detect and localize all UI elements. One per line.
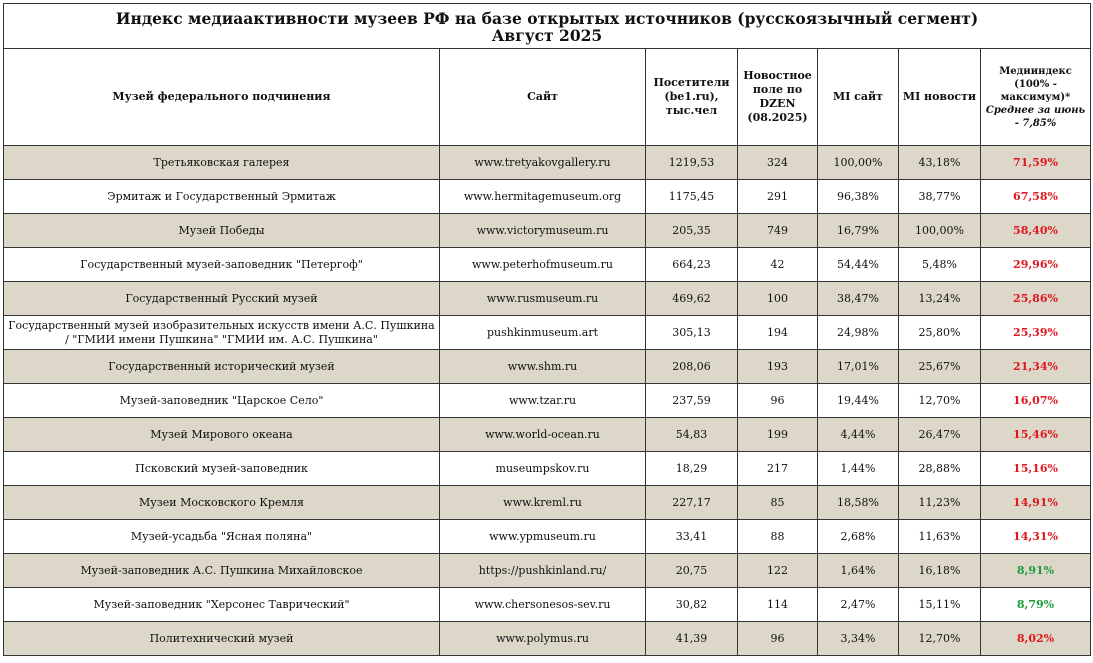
cell-mi-site: 16,79% xyxy=(818,214,899,248)
header-museum: Музей федерального подчинения xyxy=(4,49,440,146)
cell-visitors: 469,62 xyxy=(646,282,738,316)
cell-news: 199 xyxy=(738,418,818,452)
cell-news: 291 xyxy=(738,180,818,214)
table-row xyxy=(4,282,1091,316)
cell-site: www.hermitagemuseum.org xyxy=(440,180,646,214)
cell-museum: Политехнический музей xyxy=(4,622,440,656)
cell-mi-news: 25,67% xyxy=(899,350,981,384)
table-title-line2: Август 2025 xyxy=(491,26,603,45)
cell-museum: Музей-заповедник "Херсонес Таврический" xyxy=(4,588,440,622)
cell-museum: Государственный Русский музей xyxy=(4,282,440,316)
cell-mi-news: 12,70% xyxy=(899,622,981,656)
cell-mi-news: 15,11% xyxy=(899,588,981,622)
cell-news: 96 xyxy=(738,622,818,656)
cell-site: www.victorymuseum.ru xyxy=(440,214,646,248)
cell-museum: Музей Мирового океана xyxy=(4,418,440,452)
header-mi-site: MI сайт xyxy=(818,49,899,146)
cell-mi-news: 100,00% xyxy=(899,214,981,248)
cell-mi-site: 38,47% xyxy=(818,282,899,316)
table-row xyxy=(4,520,1091,554)
cell-site: www.polymus.ru xyxy=(440,622,646,656)
cell-news: 88 xyxy=(738,520,818,554)
cell-mi-site: 17,01% xyxy=(818,350,899,384)
cell-museum: Музеи Московского Кремля xyxy=(4,486,440,520)
cell-mediaindex: 29,96% xyxy=(981,248,1091,282)
table-row xyxy=(4,146,1091,180)
cell-museum: Псковский музей-заповедник xyxy=(4,452,440,486)
cell-mediaindex: 71,59% xyxy=(981,146,1091,180)
cell-visitors: 1175,45 xyxy=(646,180,738,214)
table-row xyxy=(4,622,1091,656)
table-row xyxy=(4,588,1091,622)
cell-mi-news: 43,18% xyxy=(899,146,981,180)
cell-mi-news: 38,77% xyxy=(899,180,981,214)
cell-mediaindex: 21,34% xyxy=(981,350,1091,384)
cell-mi-news: 5,48% xyxy=(899,248,981,282)
header-mediaindex xyxy=(981,49,1091,146)
cell-visitors: 54,83 xyxy=(646,418,738,452)
cell-visitors: 305,13 xyxy=(646,316,738,350)
cell-site: www.tretyakovgallery.ru xyxy=(440,146,646,180)
table-row xyxy=(4,248,1091,282)
cell-museum: Музей-усадьба "Ясная поляна" xyxy=(4,520,440,554)
cell-mediaindex: 16,07% xyxy=(981,384,1091,418)
cell-site: www.tzar.ru xyxy=(440,384,646,418)
header-row xyxy=(4,49,1091,146)
table-row xyxy=(4,180,1091,214)
cell-visitors: 30,82 xyxy=(646,588,738,622)
cell-site: www.world-ocean.ru xyxy=(440,418,646,452)
cell-mi-news: 13,24% xyxy=(899,282,981,316)
cell-mi-site: 1,64% xyxy=(818,554,899,588)
table-title-line1: Индекс медиаактивности музеев РФ на базе открытых источников (русскоязычный сегмент) xyxy=(115,9,979,28)
cell-mi-news: 28,88% xyxy=(899,452,981,486)
cell-mi-site: 18,58% xyxy=(818,486,899,520)
museum-index-table xyxy=(3,3,1091,656)
cell-mediaindex: 8,79% xyxy=(981,588,1091,622)
cell-mi-site: 96,38% xyxy=(818,180,899,214)
cell-news: 122 xyxy=(738,554,818,588)
cell-visitors: 1219,53 xyxy=(646,146,738,180)
header-visitors: Посетители (be1.ru), тыс.чел xyxy=(646,49,738,146)
cell-visitors: 227,17 xyxy=(646,486,738,520)
cell-museum: Государственный исторический музей xyxy=(4,350,440,384)
cell-visitors: 41,39 xyxy=(646,622,738,656)
cell-visitors: 237,59 xyxy=(646,384,738,418)
cell-mi-site: 2,68% xyxy=(818,520,899,554)
header-mediaindex-label: Медииндекс (100% - максимум)* xyxy=(999,65,1072,103)
cell-mediaindex: 25,39% xyxy=(981,316,1091,350)
cell-mi-site: 54,44% xyxy=(818,248,899,282)
cell-news: 85 xyxy=(738,486,818,520)
cell-mi-site: 19,44% xyxy=(818,384,899,418)
cell-mediaindex: 14,91% xyxy=(981,486,1091,520)
cell-mediaindex: 8,02% xyxy=(981,622,1091,656)
cell-mi-news: 25,80% xyxy=(899,316,981,350)
cell-mi-site: 3,34% xyxy=(818,622,899,656)
cell-mi-news: 11,63% xyxy=(899,520,981,554)
cell-museum: Третьяковская галерея xyxy=(4,146,440,180)
table-row xyxy=(4,554,1091,588)
cell-mi-news: 12,70% xyxy=(899,384,981,418)
header-mediaindex-note: Среднее за июнь - 7,85% xyxy=(985,104,1086,129)
cell-news: 96 xyxy=(738,384,818,418)
cell-mediaindex: 15,46% xyxy=(981,418,1091,452)
cell-news: 324 xyxy=(738,146,818,180)
cell-site: pushkinmuseum.art xyxy=(440,316,646,350)
cell-mediaindex: 14,31% xyxy=(981,520,1091,554)
table-row xyxy=(4,418,1091,452)
cell-site: www.chersonesos-sev.ru xyxy=(440,588,646,622)
cell-news: 193 xyxy=(738,350,818,384)
cell-news: 194 xyxy=(738,316,818,350)
cell-visitors: 18,29 xyxy=(646,452,738,486)
cell-mi-news: 26,47% xyxy=(899,418,981,452)
header-mi-news: MI новости xyxy=(899,49,981,146)
cell-mi-news: 16,18% xyxy=(899,554,981,588)
cell-mediaindex: 15,16% xyxy=(981,452,1091,486)
cell-museum: Музей-заповедник А.С. Пушкина Михайловское xyxy=(4,554,440,588)
cell-museum: Музей Победы xyxy=(4,214,440,248)
table-row xyxy=(4,486,1091,520)
cell-news: 42 xyxy=(738,248,818,282)
cell-visitors: 33,41 xyxy=(646,520,738,554)
cell-news: 749 xyxy=(738,214,818,248)
header-site: Сайт xyxy=(440,49,646,146)
cell-mi-news: 11,23% xyxy=(899,486,981,520)
cell-site: www.shm.ru xyxy=(440,350,646,384)
cell-news: 217 xyxy=(738,452,818,486)
table-row xyxy=(4,384,1091,418)
cell-museum: Эрмитаж и Государственный Эрмитаж xyxy=(4,180,440,214)
cell-museum: Государственный музей-заповедник "Петергоф" xyxy=(4,248,440,282)
cell-visitors: 20,75 xyxy=(646,554,738,588)
cell-site: www.ypmuseum.ru xyxy=(440,520,646,554)
cell-mi-site: 24,98% xyxy=(818,316,899,350)
table-row xyxy=(4,350,1091,384)
table-row xyxy=(4,316,1091,350)
cell-mediaindex: 67,58% xyxy=(981,180,1091,214)
cell-news: 100 xyxy=(738,282,818,316)
cell-news: 114 xyxy=(738,588,818,622)
cell-museum: Государственный музей изобразительных искусств имени А.С. Пушкина / "ГМИИ имени Пушкина" "ГМИИ им. А.С. Пушкина" xyxy=(4,316,440,350)
cell-museum: Музей-заповедник "Царское Село" xyxy=(4,384,440,418)
cell-mi-site: 1,44% xyxy=(818,452,899,486)
table-row xyxy=(4,214,1091,248)
table-title xyxy=(4,4,1091,49)
table-row xyxy=(4,452,1091,486)
cell-mediaindex: 8,91% xyxy=(981,554,1091,588)
cell-site: www.rusmuseum.ru xyxy=(440,282,646,316)
cell-site: museumpskov.ru xyxy=(440,452,646,486)
cell-mi-site: 100,00% xyxy=(818,146,899,180)
cell-site: https://pushkinland.ru/ xyxy=(440,554,646,588)
cell-visitors: 205,35 xyxy=(646,214,738,248)
cell-mediaindex: 25,86% xyxy=(981,282,1091,316)
cell-visitors: 208,06 xyxy=(646,350,738,384)
cell-site: www.kreml.ru xyxy=(440,486,646,520)
cell-mi-site: 2,47% xyxy=(818,588,899,622)
cell-mediaindex: 58,40% xyxy=(981,214,1091,248)
cell-visitors: 664,23 xyxy=(646,248,738,282)
cell-site: www.peterhofmuseum.ru xyxy=(440,248,646,282)
cell-mi-site: 4,44% xyxy=(818,418,899,452)
header-news: Новостное поле по DZEN (08.2025) xyxy=(738,49,818,146)
